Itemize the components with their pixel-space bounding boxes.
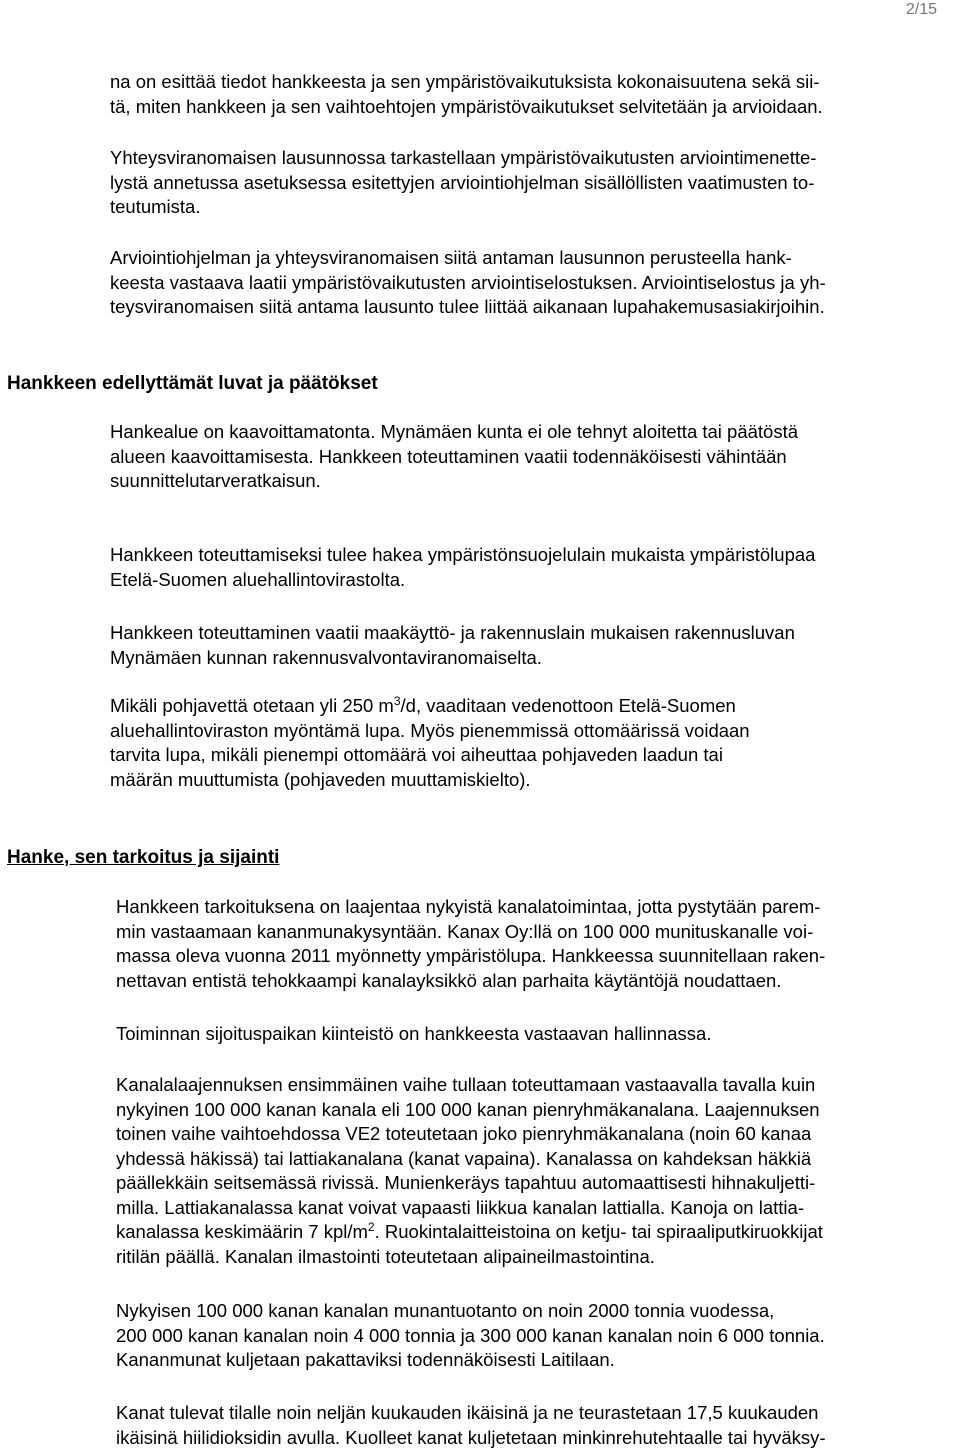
text-span: kanalassa keskimäärin 7 kpl/m [116, 1221, 368, 1242]
text-line: massa oleva vuonna 2011 myönnetty ympäristölupa. Hankkeessa suunnitellaan raken- [116, 945, 826, 966]
permits-paragraph-4 [110, 694, 750, 792]
permits-paragraph-2 [110, 543, 815, 592]
section-heading-project: Hanke, sen tarkoitus ja sijainti [7, 847, 280, 868]
text-line: yhdessä häkissä) tai lattiakanalana (kanat vapaina). Kanalassa on kahdeksan häkkiä [116, 1147, 812, 1169]
text-line: Yhteysviranomaisen lausunnossa tarkastellaan ympäristövaikutusten arviointimenette- [110, 147, 817, 168]
text-line: teutumista. [110, 196, 201, 217]
project-paragraph-3 [116, 1073, 823, 1269]
text-line: Hankealue on kaavoittamatonta. Mynämäen kunta ei ole tehnyt aloitetta tai päätöstä [110, 421, 799, 442]
text-line: ikäisinä hiilidioksidin avulla. Kuolleet kanat kuljetetaan minkinrehutehtaalle tai hyväksy- [116, 1426, 826, 1448]
text-line: milla. Lattiakanalassa kanat voivat vapaasti liikkua kanalan lattialla. Kanoja on lattia- [116, 1196, 804, 1218]
text-line: teysviranomaisen siitä antama lausunto tulee liittää aikanaan lupahakemusasiakirjoihin. [110, 296, 825, 317]
text-line: Arviointiohjelman ja yhteysviranomaisen siitä antaman lausunnon perusteella hank- [110, 247, 792, 268]
text-line: Etelä-Suomen aluehallintovirastolta. [110, 568, 406, 590]
text-line: määrän muuttumista (pohjaveden muuttamiskielto). [110, 768, 531, 790]
project-paragraph-2 [116, 1022, 711, 1047]
superscript: 2 [367, 1219, 375, 1234]
text-line: suunnittelutarveratkaisun. [110, 470, 321, 491]
permits-paragraph-1 [110, 420, 798, 494]
text-line: tä, miten hankkeen ja sen vaihtoehtojen ympäristövaikutukset selvitetään ja arvioidaan. [110, 95, 823, 117]
intro-paragraph-1 [110, 70, 823, 119]
page-number: 2/15 [905, 1, 937, 18]
text-span: Mikäli pohjavettä otetaan yli 250 m [110, 695, 394, 716]
text-line: lystä annetussa asetuksessa esitettyjen arviointiohjelman sisällöllisten vaatimusten to- [110, 171, 815, 193]
permits-paragraph-3 [110, 621, 795, 670]
project-paragraph-4 [116, 1299, 825, 1373]
text-line: ritilän päällä. Kanalan ilmastointi toteutetaan alipaineilmastointina. [116, 1245, 655, 1267]
project-paragraph-1 [116, 895, 825, 993]
text-line: nykyinen 100 000 kanan kanala eli 100 000 kanan pienryhmäkanalana. Laajennuksen [116, 1098, 820, 1120]
text-line: Mynämäen kunnan rakennusvalvontaviranomaiselta. [110, 646, 542, 668]
text-line: na on esittää tiedot hankkeesta ja sen ympäristövaikutuksista kokonaisuutena sekä sii- [110, 71, 820, 92]
text-line: 200 000 kanan kanalan noin 4 000 tonnia ja 300 000 kanan kanalan noin 6 000 tonnia. [116, 1324, 825, 1346]
text-line: keesta vastaava laatii ympäristövaikutusten arviointiselostuksen. Arviointiselostus ja yh- [110, 271, 826, 293]
text-line: Nykyisen 100 000 kanan kanalan munantuotanto on noin 2000 tonnia vuodessa, [116, 1300, 775, 1321]
text-line: nettavan entistä tehokkaampi kanalayksikkö alan parhaita käytäntöjä noudattaen. [116, 969, 782, 991]
text-line [110, 694, 750, 719]
text-line: Toiminnan sijoituspaikan kiinteistö on hankkeesta vastaavan hallinnassa. [116, 1023, 712, 1044]
text-line: päällekkäin seitsemässä rivissä. Munienkeräys tapahtuu automaattisesti hihnakuljetti- [116, 1172, 816, 1193]
text-line: Hankkeen toteuttaminen vaatii maakäyttö- ja rakennuslain mukaisen rakennusluvan [110, 622, 795, 643]
text-line: Kananmunat kuljetaan pakattaviksi todennäköisesti Laitilaan. [116, 1349, 615, 1370]
text-line: min vastaamaan kananmunakysyntään. Kanax Oy:llä on 100 000 munituskanalle voi- [116, 920, 814, 942]
text-span: . Ruokintalaitteistoina on ketju- tai spiraaliputkiruokkijat [374, 1221, 823, 1242]
text-line: Hankkeen toteuttamiseksi tulee hakea ympäristönsuojelulain mukaista ympäristölupaa [110, 544, 816, 565]
text-line: Hankkeen tarkoituksena on laajentaa nykyistä kanalatoimintaa, jotta pystytään parem- [116, 896, 821, 917]
text-line [116, 1220, 823, 1245]
intro-paragraph-2 [110, 146, 816, 220]
project-paragraph-5 [116, 1401, 826, 1450]
text-line: toinen vaihe vaihtoehdossa VE2 toteutetaan joko pienryhmäkanalana (noin 60 kanaa [116, 1123, 812, 1144]
text-span: /d, vaaditaan vedenottoon Etelä-Suomen [400, 695, 736, 716]
text-line: Kanat tulevat tilalle noin neljän kuukauden ikäisinä ja ne teurastetaan 17,5 kuukauden [116, 1402, 819, 1423]
text-line: alueen kaavoittamisesta. Hankkeen toteuttaminen vaatii todennäköisesti vähintään [110, 445, 787, 467]
text-line: tarvita lupa, mikäli pienempi ottomäärä voi aiheuttaa pohjaveden laadun tai [110, 744, 723, 765]
text-line: aluehallintoviraston myöntämä lupa. Myös pienemmissä ottomäärissä voidaan [110, 719, 750, 741]
text-line: Kanalalaajennuksen ensimmäinen vaihe tullaan toteuttamaan vastaavalla tavalla kuin [116, 1074, 816, 1095]
intro-paragraph-3 [110, 246, 826, 320]
section-heading-permits: Hankkeen edellyttämät luvat ja päätökset [7, 373, 378, 394]
superscript: 3 [393, 693, 401, 708]
